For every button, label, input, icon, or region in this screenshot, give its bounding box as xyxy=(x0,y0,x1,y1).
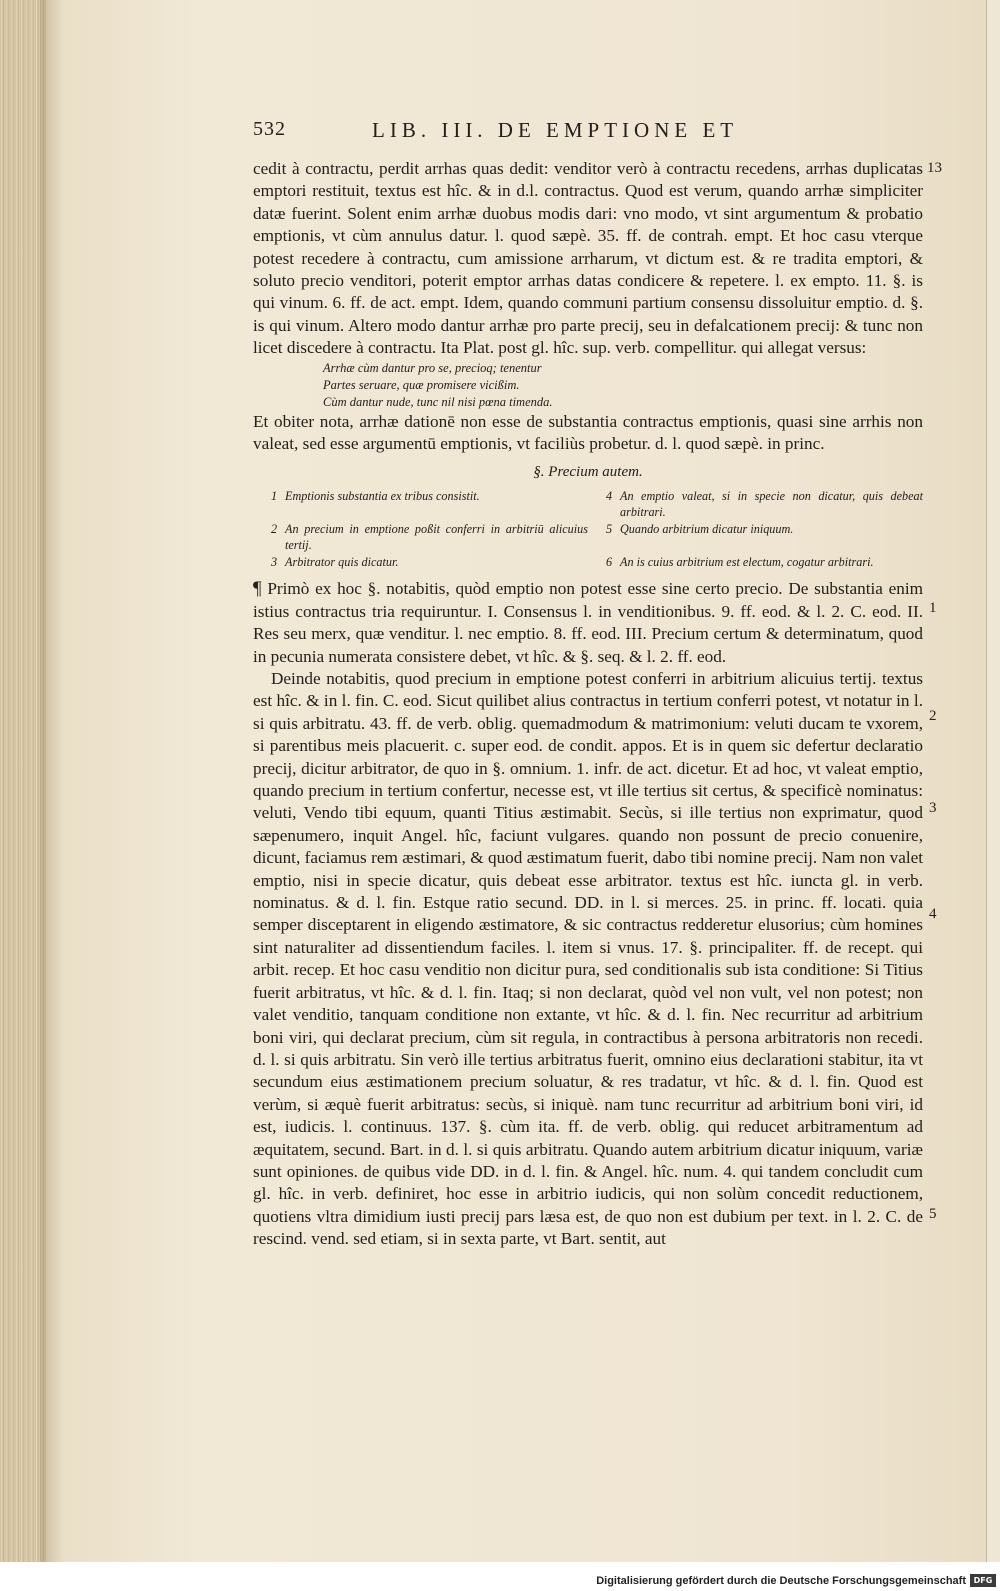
paragraph: Deinde notabitis, quod precium in emptione potest conferri in arbitrium alicuius tertij. textus est hîc. & in l. fin. C. eod. Sicut quilibet alius contractus in tertium conferri potest, vt notatur in l. si quis arbitratu. 43. ff. de verb. oblig. quemadmodum & matrimonium: veluti ducam te vxorem, si parentibus meis placuerit. c. super eod. de condit. appos. Et is in quem sic defertur declaratio precij, dicitur arbitrator, de quo in §. omnium. 1. infr. de act. dicetur. Et ad hoc, vt valeat emptio, quando precium in tertium confertur, necesse est, vt ille tertius sit certus, & specificè nominatus: veluti, Vendo tibi equum, quanti Titius æstimabit. Secùs, si ille tertius non exprimatur, quod sæpenumero, inquit Angel. hîc, faciunt vulgares. quando non possunt de precio conuenire, dicunt, faciamus rem æstimari, & quod æstimatum fuerit, dabo tibi nomine precij. Nam non valet emptio, nisi in specie dicatur, quis debeat esse arbitrator. textus est hîc. iuncta gl. in verb. nominatus. & d. l. fin. Estque ratio secund. DD. in l. si merces. 25. in princ. ff. locati. quia semper disceptarent in eligendo æstimatore, & sic contractus redderetur elusorius; cùm homines sint naturaliter ad dissentiendum faciles. l. item si vnus. 17. §. principaliter. ff. de recept. qui arbit. recep. Et hoc casu venditio non dicitur pura, sed conditionalis sub ista conditione: Si Titius fuerit arbitratus, vt hîc. & d. l. fin. Itaq; si non declarat, quòd vel non vult, vel non potest; non valet venditio, tanquam conditione non extante, vt hîc. & d. l. fin. Nec recurritur ad arbitrium boni viri, qui declarat precium, cùm sit regula, in contractibus à persona arbitratoris non recedi. d. l. si quis arbitratu. Sin verò ille tertius arbitratus fuerit, omnino eius declarationi stabitur, ita vt secundum eius æstimationem precium soluatur, & res tradatur, vt hîc. & d. l. fin. Quod est verùm, si æquè fuerit arbitratus: secùs, si iniquè. nam tunc recurritur ad arbitrium boni viri, id est, iudicis. l. continuus. 137. §. cùm ita. ff. de verb. oblig. qui reducet arbitramentum ad æquitatem, secund. Bart. in d. l. si quis arbitratu. Quando autem arbitrium dicatur iniquum, variæ sunt opiniones. de quibus vide DD. in d. l. fin. & Angel. hîc. num. 4. qui tandem concludit cum gl. hîc. in verb. definiret, hoc esse in arbitrio iudicis, qui non solùm concedit reductionem, quotiens vltra dimidium iusti precij pars læsa est, de quo non est dubium per text. in l. 2. C. de rescind. vend. sed etiam, si in sexta parte, vt Bart. sentit, aut xyxy=(253,669,923,1249)
main-text xyxy=(253,158,923,1251)
dfg-logo-icon: DFG xyxy=(970,1574,996,1587)
paragraph: Et obiter nota, arrhæ dationē non esse de substantia contractus emptionis, quasi sine arrhis non valeat, sed esse argumentū emptionis, vt faciliùs probetur. d. l. quod sæpè. in princ. xyxy=(253,411,923,454)
paragraph: cedit à contractu, perdit arrhas quas dedit: venditor verò à contractu recedens, arrhas duplicatas emptori restituit, textus est hîc. & in d.l. contractus. Quod est verum, quando arrhæ simpliciter datæ fuerint. Solent enim arrhæ duobus modis dari: vno modo, vt sint argumentum & probatio emptionis, vt cùm annulus datur. l. quod sæpè. 35. ff. de contrah. empt. Et hoc casu vterque potest recedere à contractu, cum amissione arrharum, vt dictum est. & re tradita emptori, & soluto precio venditori, poterit emptor arrhas datas condicere & repetere. l. ex empto. 11. §. is qui vinum. 6. ff. de act. empt. Idem, quando communi partium consensu dissoluitur emptio. d. §. is qui vinum. Altero modo dantur arrhæ pro parte precij, seu in defalcationem precij: & tunc non licet discedere à contractu. Ita Plat. post gl. hîc. sup. verb. compellitur. qui allegat versus: xyxy=(253,159,923,358)
pilcrow-mark: ¶ xyxy=(253,578,262,600)
summary-item: 3 Arbitrator quis dicatur. xyxy=(271,554,399,569)
summary-item: 5 Quando arbitrium dicatur iniquum. xyxy=(606,521,794,536)
verse-line: Arrhæ cùm dantur pro se, precioq; tenentur xyxy=(323,360,542,375)
gutter-shadow xyxy=(40,0,64,1562)
summary-item: 6 An is cuius arbitrium est electum, cogatur arbitrari. xyxy=(606,554,874,569)
summary-item: 4 An emptio valeat, si in specie non dicatur, quis debeat arbitrari. xyxy=(606,488,923,520)
margin-number: 4 xyxy=(929,906,937,922)
paragraph-text: Primò ex hoc §. notabitis, quòd emptio non potest esse sine certo precio. De substantia enim istius contractus tria requiruntur. I. Consensus l. in venditionibus. 9. ff. eod. & l. 2. C. eod. II. Res seu merx, quæ venditur. l. nec emptio. 8. ff. eod. III. Precium certum & determinatum, quod in pecunia numerata consistere debet, vt hîc. & §. seq. & l. 2. ff. eod. xyxy=(253,579,923,666)
page-number: 532 xyxy=(253,118,286,140)
margin-number: 3 xyxy=(929,800,937,816)
section-heading: §. Precium autem. xyxy=(533,464,643,481)
margin-number: 1 xyxy=(929,600,937,616)
margin-number: 2 xyxy=(929,708,937,724)
footer-credit: Digitalisierung gefördert durch die Deutsche Forschungsgemeinschaft xyxy=(596,1575,966,1587)
paragraph xyxy=(253,578,923,668)
verse-line: Cùm dantur nude, tunc nil nisi pœna timenda. xyxy=(323,394,553,409)
summary-list xyxy=(271,488,923,571)
margin-number: 5 xyxy=(929,1206,937,1222)
running-title: LIB. III. DE EMPTIONE ET xyxy=(372,118,739,142)
verse-quotation xyxy=(323,360,923,411)
summary-item: 2 An precium in emptione poßit conferri in arbitriū alicuius tertij. xyxy=(271,521,588,553)
verse-line: Partes seruare, quæ promisere vicißim. xyxy=(323,377,520,392)
summary-item: 1 Emptionis substantia ex tribus consistit. xyxy=(271,488,480,503)
margin-number: 13 xyxy=(927,160,942,176)
